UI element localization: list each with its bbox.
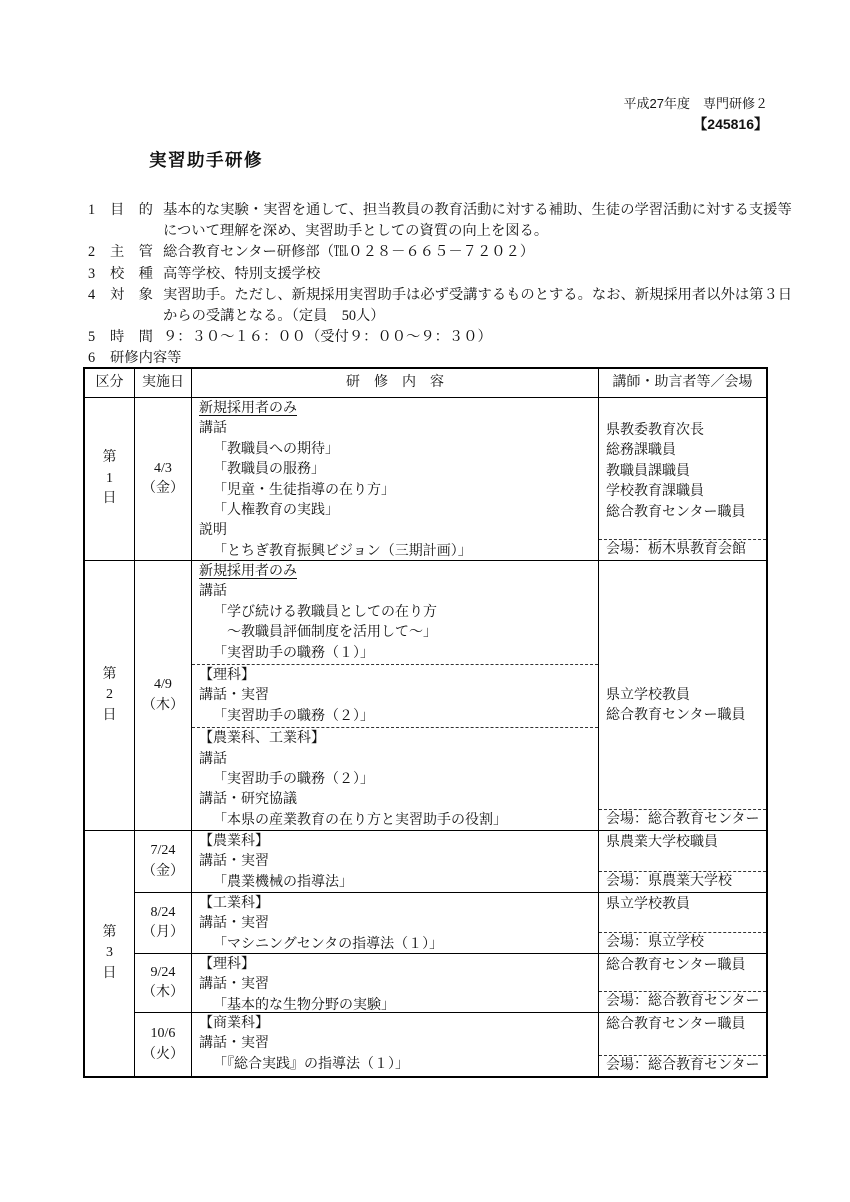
- content-line: 「とちぎ教育振興ビジョン（三期計画）」: [213, 543, 472, 559]
- lecturer-cell-day2: [599, 561, 766, 830]
- content-cell: [192, 893, 599, 953]
- content-section-science: [192, 664, 598, 727]
- content-line: 講話・実習: [199, 916, 269, 932]
- table-row-day2: [85, 560, 766, 830]
- date-value: 10/6: [150, 1026, 176, 1041]
- header-content: 研 修 内 容: [192, 369, 599, 397]
- venue-line: 会場：総合教育センター: [599, 809, 766, 830]
- venue-line: 会場：総合教育センター: [599, 1055, 766, 1076]
- info-row-target: [88, 285, 798, 327]
- info-row-purpose: [88, 200, 798, 242]
- content-section: [192, 831, 598, 893]
- item-label: 目 的: [110, 202, 153, 218]
- spacer: [599, 853, 766, 871]
- kubun-cell-day3: [85, 831, 135, 1076]
- item-body: [163, 242, 798, 263]
- date-value: 4/3: [154, 460, 172, 476]
- item-label: 対 象: [110, 286, 153, 303]
- date-cell: [135, 954, 192, 1012]
- content-line: 「教職員の服務」: [213, 462, 325, 478]
- date-value: 9/24: [150, 964, 176, 980]
- content-line: 説明: [199, 523, 227, 539]
- lecturer-line: 総合教育センター職員: [606, 958, 746, 973]
- lecturer-cell: [599, 831, 766, 892]
- content-line: 「人権教育の実践」: [213, 503, 339, 519]
- lecturer-list: [599, 561, 766, 727]
- content-cell: [192, 1013, 599, 1076]
- content-section: [192, 398, 598, 562]
- date-cell: [135, 831, 192, 892]
- item-label: 主 管: [110, 244, 153, 261]
- content-section-new-hires: [192, 561, 598, 664]
- content-cell-day2: [192, 561, 599, 830]
- lecturer-cell: [599, 1013, 766, 1076]
- date-weekday: （木）: [142, 985, 184, 1000]
- lecturer-cell: [599, 954, 766, 1012]
- date-weekday: （金）: [142, 481, 184, 496]
- kubun-char: 第: [102, 924, 117, 940]
- content-cell: [192, 831, 599, 892]
- item-number: 2: [88, 244, 96, 261]
- date-weekday: （月）: [142, 925, 184, 940]
- kubun-char: 日: [102, 707, 117, 723]
- kubun-char: 3: [106, 945, 113, 961]
- content-line: ～教職員評価制度を活用して～」: [227, 625, 437, 641]
- content-line: 講話・実習: [199, 1036, 269, 1052]
- page-title: 実習助手研修: [149, 150, 263, 170]
- content-cell-day1: [192, 398, 599, 560]
- subrow-commerce: [135, 1012, 766, 1076]
- content-line: 「学び続ける教職員としての在り方: [213, 604, 437, 620]
- lecturer-line: 総合教育センター職員: [606, 708, 746, 724]
- date-value: 8/24: [150, 904, 176, 920]
- item-body: [163, 285, 798, 327]
- item-number: 3: [88, 265, 96, 282]
- header-lecturer: 講師・助言者等／会場: [612, 374, 753, 390]
- spacer: [599, 976, 766, 991]
- info-list: [88, 200, 798, 370]
- item-body: [163, 264, 798, 285]
- content-section: [192, 1013, 598, 1075]
- content-line: 講話・実習: [199, 977, 269, 993]
- kubun-char: 1: [106, 470, 113, 486]
- content-line: 講話: [199, 584, 227, 600]
- kubun-cell-day1: [85, 398, 135, 560]
- subrow-agriculture: [135, 831, 766, 892]
- kubun-char: 2: [106, 687, 113, 703]
- table-row-day1: [85, 397, 766, 560]
- date-cell: [135, 1013, 192, 1076]
- date-value: 4/9: [154, 677, 172, 692]
- subrow-industry: [135, 892, 766, 953]
- content-line: 【商業科】: [199, 1016, 269, 1031]
- content-line: 「実習助手の職務（２）」: [213, 772, 374, 788]
- spacer: [599, 915, 766, 932]
- content-line: 「児童・生徒指導の在り方」: [213, 482, 395, 498]
- content-line: 講話・実習: [199, 688, 269, 704]
- content-line: 講話・実習: [199, 854, 269, 870]
- body-line: について理解を深め、実習助手としての資質の向上を図る。: [163, 223, 549, 240]
- lecturer-cell-day1: [599, 398, 766, 560]
- kubun-cell-day2: [85, 561, 135, 830]
- content-line: 「マシニングセンタの指導法（１）」: [213, 936, 444, 952]
- lecturer-list: [599, 831, 766, 853]
- lecturer-line: 学校教育課職員: [606, 484, 704, 500]
- venue-line: 会場：総合教育センター: [599, 991, 766, 1012]
- lecturer-list: [599, 893, 766, 915]
- content-section-agri-industry: [192, 727, 598, 831]
- lecturer-list: [599, 398, 766, 523]
- content-section: [192, 954, 598, 1016]
- item-label: 時 間: [110, 329, 153, 346]
- lecturer-list: [599, 954, 766, 976]
- lecturer-list: [599, 1013, 766, 1035]
- body-line: 基本的な実験・実習を通して、担当教員の教育活動に対する補助、生徒の学習活動に対する支援等: [163, 202, 792, 218]
- content-section: [192, 893, 598, 955]
- lecturer-line: 県立学校教員: [606, 897, 690, 912]
- content-line: 講話・研究協議: [199, 792, 297, 808]
- content-line: 【理科】: [199, 957, 255, 972]
- info-row-school-type: [88, 264, 798, 285]
- item-label: 研修内容等: [110, 350, 182, 367]
- body-line: からの受講となる。（定員 50人）: [163, 308, 385, 325]
- info-row-organizer: [88, 242, 798, 263]
- date-value: 7/24: [150, 843, 176, 858]
- spacer: [599, 1035, 766, 1055]
- date-weekday: （火）: [142, 1046, 184, 1062]
- item-number: 4: [88, 286, 96, 303]
- table-header-row: [85, 369, 766, 397]
- day3-subrows: [135, 831, 766, 1076]
- kubun-char: 日: [102, 491, 117, 507]
- item-number: 5: [88, 329, 96, 346]
- body-line: 実習助手。ただし、新規採用実習助手は必ず受講するものとする。なお、新規採用者以外は第３日: [163, 286, 793, 303]
- content-line: 「実習助手の職務（１）」: [213, 645, 374, 661]
- lecturer-cell: [599, 893, 766, 953]
- content-line: 「実習助手の職務（２）」: [213, 708, 374, 724]
- body-line: ９：３０～１６：００（受付９：００～９：３０）: [163, 329, 492, 346]
- content-line: 新規採用者のみ: [199, 401, 297, 416]
- content-line: 「本県の産業教育の在り方と実習助手の役割」: [213, 812, 507, 828]
- content-line: 【農業科】: [199, 834, 269, 849]
- item-body: [163, 327, 798, 348]
- content-line: 「教職員への期待」: [213, 441, 339, 457]
- content-cell: [192, 954, 599, 1012]
- lecturer-line: 県立学校教員: [606, 688, 690, 703]
- kubun-char: 第: [102, 450, 117, 466]
- date-cell-day2: [135, 561, 192, 830]
- kubun-char: 日: [102, 965, 117, 981]
- lecturer-line: 県農業大学校職員: [606, 835, 718, 850]
- spacer: [599, 523, 766, 539]
- content-line: 「基本的な生物分野の実験」: [213, 997, 395, 1013]
- content-line: 講話: [199, 751, 227, 767]
- header-kubun: 区分: [85, 369, 135, 397]
- info-row-time: [88, 327, 798, 348]
- date-weekday: （金）: [142, 863, 184, 879]
- body-line: 総合教育センター研修部（℡０２８－６６５－７２０２）: [163, 244, 535, 261]
- table-row-day3: [85, 830, 766, 1076]
- doc-header: [624, 93, 768, 135]
- content-line: 「農業機械の指導法」: [213, 874, 353, 890]
- lecturer-line: 教職員課職員: [606, 463, 690, 479]
- lecturer-line: 総務課職員: [606, 443, 676, 459]
- subrow-science: [135, 953, 766, 1012]
- venue-line: 会場：県立学校: [599, 932, 766, 953]
- venue-line: 会場：県農業大学校: [599, 871, 766, 892]
- lecturer-line: 総合教育センター職員: [606, 504, 746, 520]
- content-line: 講話: [199, 421, 227, 437]
- content-line: 新規採用者のみ: [199, 564, 297, 579]
- fiscal-year-label: 平成27年度 専門研修２: [623, 96, 768, 111]
- content-line: 【農業科、工業科】: [199, 731, 325, 747]
- header-date: 実施日: [135, 369, 192, 397]
- date-cell: [135, 893, 192, 953]
- kubun-char: 第: [102, 666, 117, 682]
- schedule-table: [83, 367, 768, 1078]
- content-line: 「『総合実践』の指導法（１）」: [213, 1056, 409, 1072]
- date-weekday: （木）: [142, 697, 184, 713]
- lecturer-line: 県教委教育次長: [606, 423, 704, 438]
- doc-id: 【245816】: [693, 116, 768, 132]
- item-number: 1: [88, 202, 96, 218]
- body-line: 高等学校、特別支援学校: [163, 265, 321, 282]
- lecturer-line: 総合教育センター職員: [606, 1017, 746, 1032]
- spacer: [599, 727, 766, 809]
- venue-line: 会場：栃木県教育会館: [599, 539, 766, 560]
- item-number: 6: [88, 350, 96, 367]
- content-line: 【工業科】: [199, 896, 269, 911]
- item-body: [163, 200, 798, 242]
- content-line: 【理科】: [199, 668, 255, 684]
- item-label: 校 種: [110, 265, 153, 282]
- date-cell-day1: [135, 398, 192, 560]
